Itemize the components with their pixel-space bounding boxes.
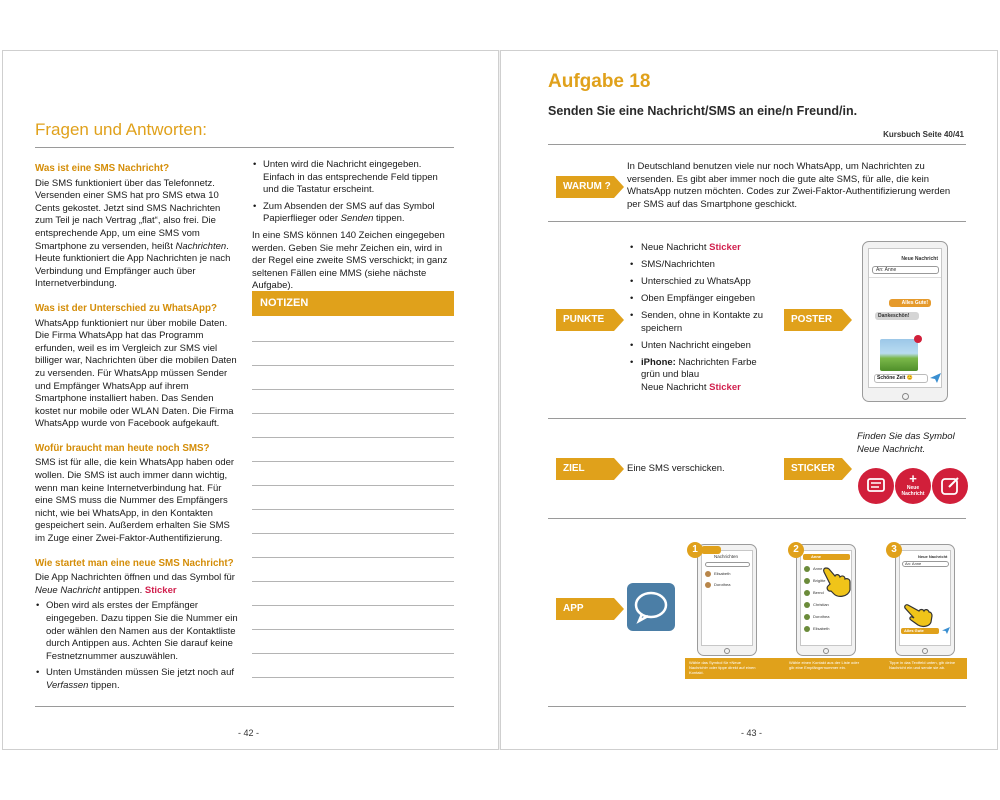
note-line bbox=[252, 365, 454, 366]
answer-2: WhatsApp funktioniert nur über mobile Daten. Die Firma WhatsApp hat das Programm erfunden, weil es im Vergleich zur SMS viel billiger war, Nachrichten über die mobilen Daten zu versenden. Für WhatsApp müssen Sender und Empfänger WhatsApp auf ihrem Smartphone installiert haben. Das Senden kostet nur mobile oder WLAN Daten. Die Firma WhatsApp wurde von Facebook aufgekauft. bbox=[35, 317, 237, 430]
question-3: Wofür braucht man heute noch SMS? bbox=[35, 442, 210, 454]
step-phone-2 bbox=[796, 544, 856, 656]
chat-icon bbox=[858, 468, 894, 504]
warum-text: In Deutschland benutzen viele nur noch WhatsApp, um Nachrichten zu versenden. Es gibt aber immer noch die gute alte SMS, für alle, die kein WhatsApp nutzen möchten. Codes zur Zwei-Faktor-Authentifizierung werden per SMS auf das Smartphone geschickt. bbox=[627, 161, 951, 210]
note-line bbox=[252, 581, 454, 582]
note-line bbox=[252, 533, 454, 534]
app-tag: APP bbox=[556, 598, 614, 620]
question-1: Was ist eine SMS Nachricht? bbox=[35, 163, 170, 174]
qa-block-1 bbox=[35, 163, 238, 291]
note-line bbox=[252, 485, 454, 486]
recipient-bar: Anne bbox=[803, 554, 850, 560]
contact-row: Brigitte bbox=[804, 578, 825, 584]
compose-icon bbox=[932, 468, 968, 504]
question-4: Wie startet man eine neue SMS Nachricht? bbox=[35, 557, 234, 569]
steps-list-left bbox=[35, 600, 238, 692]
message-input: Schöne Zeit 😊 bbox=[874, 374, 928, 383]
punkte-tag: PUNKTE bbox=[556, 309, 614, 331]
recipient-field: An: Anne bbox=[872, 266, 939, 274]
divider bbox=[869, 277, 941, 278]
section-rule bbox=[548, 221, 966, 222]
note-line bbox=[252, 677, 454, 678]
note-line bbox=[252, 557, 454, 558]
footer-rule bbox=[548, 706, 966, 707]
punkte-list bbox=[629, 242, 774, 399]
list-item: • Zum Absenden der SMS auf das Symbol Papierflieger oder Senden tippen. bbox=[252, 201, 455, 226]
chat-sticker bbox=[858, 468, 894, 504]
question-2: Was ist der Unterschied zu WhatsApp? bbox=[35, 302, 217, 314]
note-line bbox=[252, 437, 454, 438]
sent-bubble: Alles Gute! bbox=[889, 299, 931, 307]
contact-row: Elisabeth bbox=[804, 626, 829, 632]
answer-1: Die SMS funktioniert über das Telefonnetz. Versenden einer SMS hat pro SMS etwa 10 Cents gekostet. Jetzt sind SMS Nachrichten zum Teil je nach Vertrag „flat“, also frei. Die entsprechende App, um eine SMS vom Smartphone zu versenden, heißt Nachrichten. Heute funktioniert die App Nachrichten je nach Verbindung und Empfänger auch über Internetverbindung. bbox=[35, 177, 231, 290]
received-bubble: Dankeschön! bbox=[875, 312, 919, 320]
right-column bbox=[252, 159, 455, 293]
list-item: • Senden, ohne in Kontakte zu speichern bbox=[629, 310, 774, 335]
meadow-photo bbox=[880, 339, 918, 371]
step-caption-2: Wähle einen Kontakt aus der Liste oder gib eine Empfängernummer ein. bbox=[789, 660, 860, 670]
note-line bbox=[252, 389, 454, 390]
send-icon bbox=[942, 627, 950, 634]
steps-list-right bbox=[252, 159, 455, 226]
list-item: • SMS/Nachrichten bbox=[629, 259, 774, 272]
qa-block-2 bbox=[35, 303, 238, 431]
messages-app-icon bbox=[627, 583, 675, 631]
right-page bbox=[500, 50, 998, 750]
page-number: - 42 - bbox=[238, 728, 260, 738]
contact-row: Elisabeth bbox=[705, 571, 730, 577]
step-caption-3: Tippe in das Textfeld unten, gib deine Nachricht ein und sende sie ab. bbox=[889, 660, 956, 670]
title-rule bbox=[35, 147, 454, 148]
section-rule bbox=[548, 418, 966, 419]
home-button bbox=[902, 393, 909, 400]
step-caption-1: Wähle das Symbol für «Neue Nachricht» oder tippe direkt auf einen Kontakt. bbox=[689, 660, 756, 675]
phone-screen bbox=[868, 248, 942, 388]
note-line bbox=[252, 509, 454, 510]
pointing-hand-icon bbox=[820, 564, 852, 600]
contact-row: Christian bbox=[804, 602, 829, 608]
notes-header: NOTIZEN bbox=[252, 291, 454, 316]
list-item: • Oben wird als erstes der Empfänger eingegeben. Dazu tippen Sie die Nummer ein oder wählen den Namen aus der Kontaktliste durch Antippen aus. Achten Sie darauf keine Festnetznummer auszuwählen. bbox=[35, 600, 238, 663]
speech-bubble-icon bbox=[627, 583, 675, 631]
step-phone-3 bbox=[895, 544, 955, 656]
ziel-text: Eine SMS verschicken. bbox=[627, 463, 725, 474]
search-field bbox=[705, 562, 750, 567]
send-icon bbox=[930, 373, 941, 383]
tap-highlight bbox=[701, 546, 721, 554]
sms-length-paragraph: In eine SMS können 140 Zeichen eingegeben werden. Geben Sie mehr Zeichen ein, wird in der Regel eine zweite SMS verschickt; in ganz seltenen Fällen eine MMS (siehe nächste Aufgabe). bbox=[252, 229, 448, 292]
remove-icon bbox=[914, 335, 922, 343]
ziel-tag: ZIEL bbox=[556, 458, 614, 480]
qa-block-3 bbox=[35, 443, 238, 546]
note-line bbox=[252, 653, 454, 654]
step-header: Nachrichten bbox=[714, 554, 739, 559]
step-number-2: 2 bbox=[788, 542, 804, 558]
new-message-sticker: + Neue Nachricht bbox=[895, 468, 931, 504]
plus-icon: + bbox=[909, 471, 917, 486]
pointing-hand-icon bbox=[903, 602, 933, 628]
sticker-tag: STICKER bbox=[784, 458, 842, 480]
step-header: Neue Nachricht bbox=[918, 554, 948, 559]
contact-row: Dorothea bbox=[804, 614, 829, 620]
step-number-1: 1 bbox=[687, 542, 703, 558]
contact-row: Anne bbox=[804, 566, 822, 572]
task-subtitle: Senden Sie eine Nachricht/SMS an eine/n Freund/in. bbox=[548, 104, 858, 118]
note-line bbox=[252, 413, 454, 414]
note-line bbox=[252, 461, 454, 462]
list-item: • Neue Nachricht Sticker bbox=[629, 242, 774, 255]
left-column bbox=[35, 163, 238, 705]
message-input: Alles Gute bbox=[901, 628, 939, 634]
list-item: • Unten wird die Nachricht eingegeben. Einfach in das entsprechende Feld tippen und die Tastatur erscheint. bbox=[252, 159, 455, 197]
answer-3: SMS ist für alle, die kein WhatsApp haben oder wollen. Die SMS ist auch immer dann wichtig, wenn man keine Internetverbindung hat. Für eine SMS muss die Nummer des Empfängers nicht, wie bei WhatsApp, in den Kontakten gespeichert sein. Außerdem erhalten Sie SMS im Zuge einer Zwei-Faktor-Authentifizierung. bbox=[35, 457, 235, 545]
task-title: Aufgabe 18 bbox=[548, 71, 651, 92]
footer-rule bbox=[35, 706, 454, 707]
contact-row: Bernd bbox=[804, 590, 824, 596]
poster-tag: POSTER bbox=[784, 309, 842, 331]
note-line bbox=[252, 629, 454, 630]
list-item: • Unten Umständen müssen Sie jetzt noch auf Verfassen tippen. bbox=[35, 667, 238, 692]
list-item: • Unterschied zu WhatsApp bbox=[629, 276, 774, 289]
note-line bbox=[252, 341, 454, 342]
section-rule bbox=[548, 518, 966, 519]
left-page bbox=[2, 50, 499, 750]
sticker-hint: Finden Sie das Symbol Neue Nachricht. bbox=[857, 431, 955, 455]
poster-phone bbox=[862, 241, 948, 402]
header-rule bbox=[548, 144, 966, 145]
list-item: • iPhone: Nachrichten Farbe grün und blau Neue Nachricht Sticker bbox=[629, 357, 774, 395]
qa-block-4 bbox=[35, 558, 238, 693]
list-item: • Unten Nachricht eingeben bbox=[629, 340, 774, 353]
note-line bbox=[252, 605, 454, 606]
contact-row: Dorothea bbox=[705, 582, 730, 588]
warum-tag: WARUM ? bbox=[556, 176, 614, 198]
answer-4: Die App Nachrichten öffnen und das Symbol für Neue Nachricht antippen. Sticker bbox=[35, 572, 235, 596]
step-number-3: 3 bbox=[886, 542, 902, 558]
kursbuch-reference: Kursbuch Seite 40/41 bbox=[883, 130, 964, 139]
step-phone-1 bbox=[697, 544, 757, 656]
page-number: - 43 - bbox=[741, 728, 763, 738]
compose-sticker bbox=[932, 468, 968, 504]
section-title: Fragen und Antworten: bbox=[35, 120, 208, 139]
list-item: • Oben Empfänger eingeben bbox=[629, 293, 774, 306]
app-steps bbox=[685, 542, 967, 679]
phone-header: Neue Nachricht bbox=[901, 256, 938, 262]
recipient-field: An: Anne bbox=[902, 561, 949, 567]
